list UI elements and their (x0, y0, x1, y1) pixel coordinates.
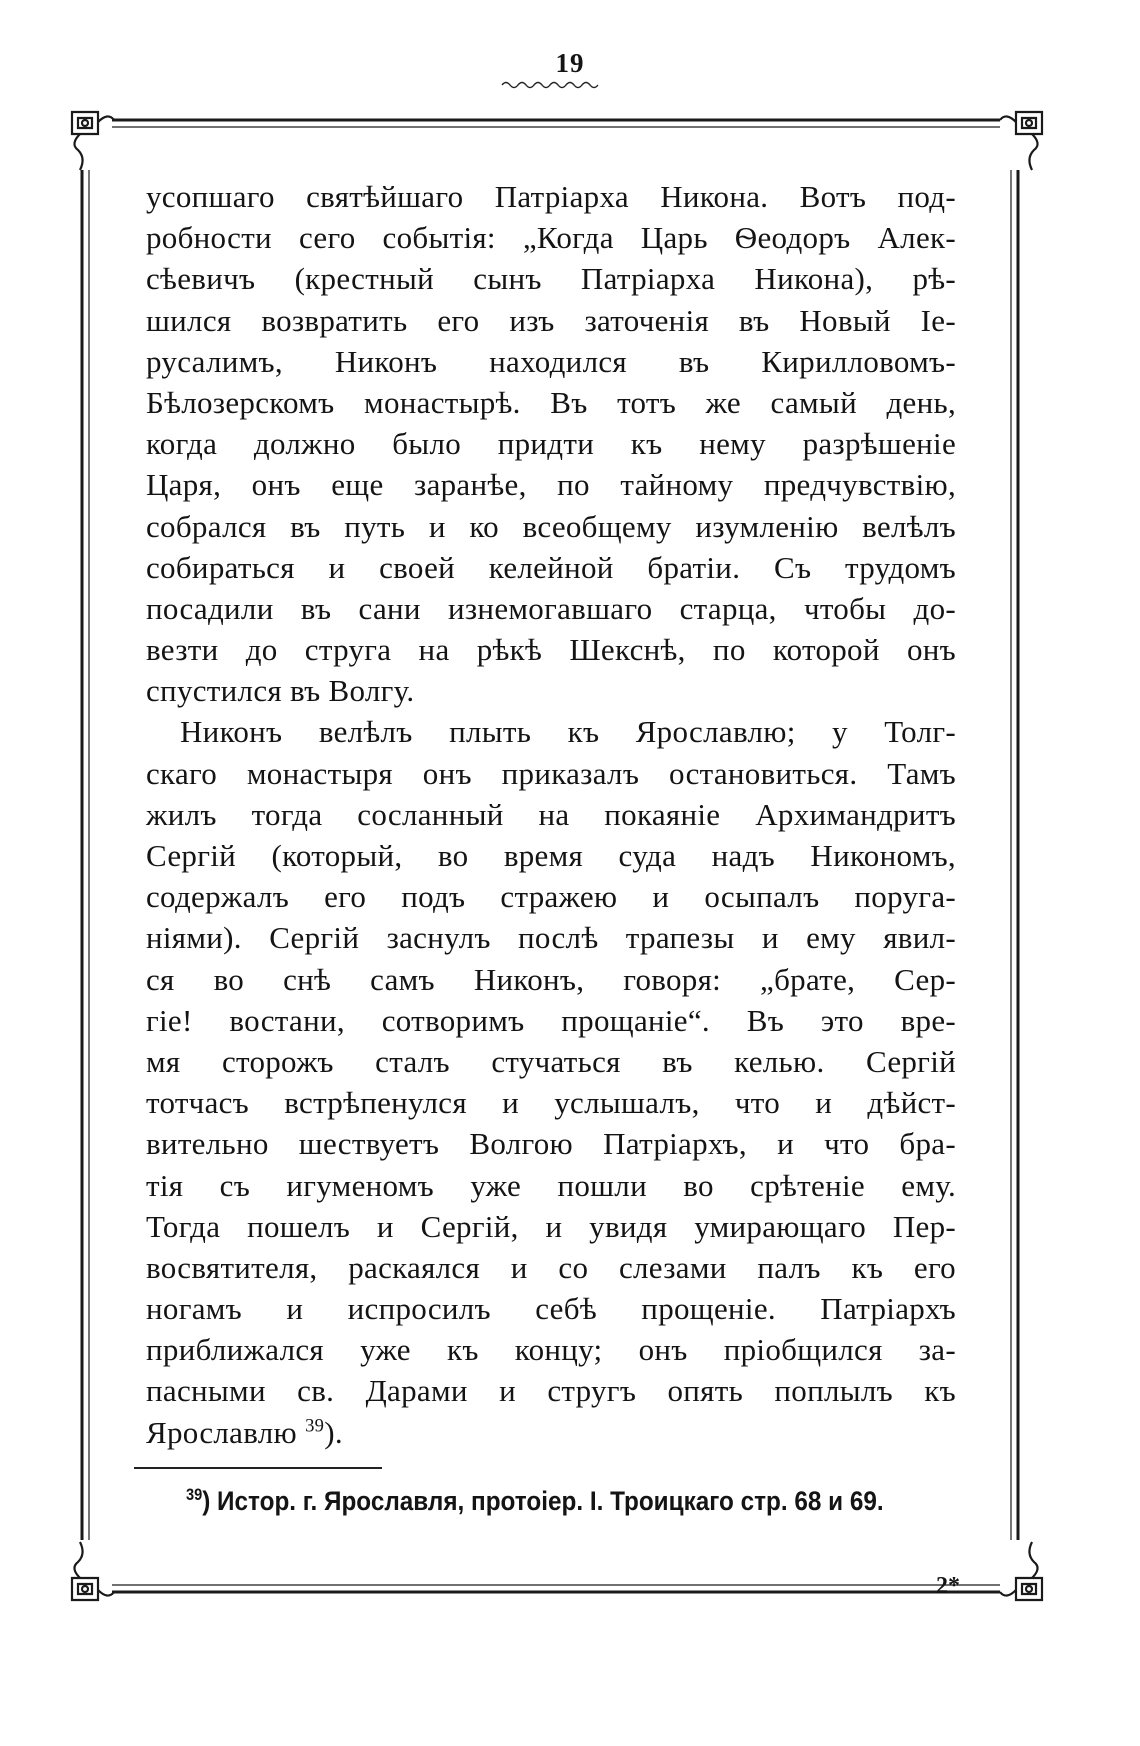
printer-signature-mark: 2* (936, 1573, 960, 1599)
footnote-marker: 39 (186, 1486, 203, 1504)
text-line: сѣевичъ (крестный сынъ Патріарха Никона), рѣ- (146, 261, 956, 297)
corner-ornament-top-left (72, 112, 114, 170)
text-line: Тогда пошелъ и Сергій, и увидя умирающаго Пер- (146, 1208, 956, 1244)
footnote (186, 1486, 884, 1517)
corner-ornament-bottom-left (72, 1542, 114, 1600)
final-line-close: ). (324, 1414, 343, 1450)
text-line: шился возвратить его изъ заточенія въ Новый Іе- (146, 302, 956, 338)
text-line: собираться и своей келейной братіи. Съ трудомъ (146, 549, 956, 585)
text-line: Царя, онъ еще заранѣе, по тайному предчувствію, (146, 467, 956, 503)
body-text (146, 176, 956, 1453)
text-line: робности сего событія: „Когда Царь Ѳеодоръ Алек- (146, 220, 956, 256)
text-line: Сергій (который, во время суда надъ Никономъ, (146, 838, 956, 873)
final-line-text: Ярославлю (146, 1414, 297, 1450)
text-line: когда должно было придти къ нему разрѣшеніе (146, 426, 956, 462)
text-line: везти до струга на рѣкѣ Шекснѣ, по которой онъ (146, 632, 956, 668)
text-line: собрался въ путь и ко всеобщему изумленію велѣлъ (146, 508, 956, 544)
text-line: Бѣлозерскомъ монастырѣ. Въ тотъ же самый день, (146, 384, 956, 420)
text-line: скаго монастыря онъ приказалъ остановиться. Тамъ (146, 755, 956, 791)
paragraph-start-line: Никонъ велѣлъ плыть къ Ярославлю; у Толг- (180, 714, 956, 750)
corner-ornament-top-right (1000, 112, 1042, 170)
footnote-text: ) Истор. г. Ярославля, протоіер. І. Троицкаго стр. 68 и 69. (202, 1486, 884, 1516)
text-line: ся во снѣ самъ Никонъ, говоря: „брате, Сер- (146, 961, 956, 997)
footnote-reference[interactable]: 39 (305, 1415, 325, 1437)
text-line: тія съ игуменомъ уже пошли во срѣтеніе ему. (146, 1167, 956, 1203)
text-line: гіе! востани, сотворимъ прощаніе“. Въ это вре- (146, 1002, 956, 1038)
text-line: содержалъ его подъ стражею и осыпалъ поруга- (146, 879, 956, 915)
text-line: восвятителя, раскаялся и со слезами палъ къ его (146, 1249, 956, 1285)
text-line: мя сторожъ сталъ стучаться въ келью. Сергій (146, 1043, 956, 1079)
footnote-divider (134, 1467, 382, 1469)
text-line: пасными св. Дарами и стругъ опять поплылъ къ (146, 1373, 956, 1409)
text-line: ногамъ и испросилъ себѣ прощеніе. Патріархъ (146, 1291, 956, 1327)
text-line: усопшаго святѣйшаго Патріарха Никона. Вотъ под- (146, 179, 956, 214)
text-line: вительно шествуетъ Волгою Патріархъ, и что бра- (146, 1126, 956, 1162)
text-line: посадили въ сани изнемогавшаго старца, чтобы до- (146, 590, 956, 626)
text-line: тотчасъ встрѣпенулся и услышалъ, что и дѣйст- (146, 1085, 956, 1121)
text-line: ніями). Сергій заснулъ послѣ трапезы и ему явил- (146, 920, 956, 956)
page-number: 19 (555, 48, 585, 78)
text-line: жилъ тогда сосланный на покаяніе Архимандритъ (146, 796, 956, 832)
text-line-final (146, 1412, 956, 1453)
corner-ornament-bottom-right (1000, 1542, 1042, 1600)
text-line: приближался уже къ концу; онъ пріобщился за- (146, 1332, 956, 1368)
text-line: спустился въ Волгу. (146, 673, 415, 709)
text-line: русалимъ, Никонъ находился въ Кирилловомъ- (146, 343, 956, 379)
